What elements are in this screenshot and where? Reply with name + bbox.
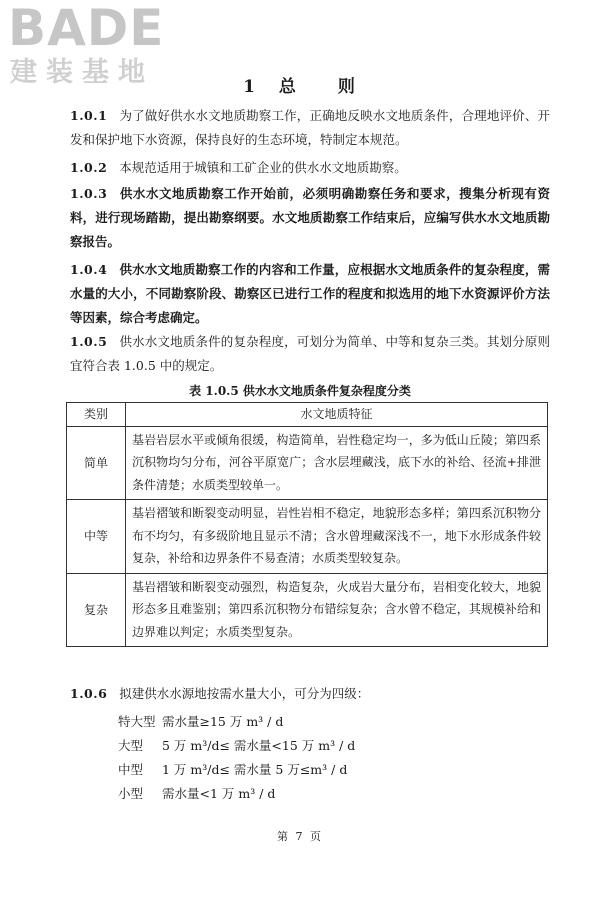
list-item xyxy=(118,734,355,758)
list-item xyxy=(118,710,355,734)
chapter-word-1: 总 xyxy=(278,77,298,97)
table-cell-category: 复杂 xyxy=(67,573,126,647)
table-cell-description: 基岩岩层水平或倾角很缓，构造简单，岩性稳定均一，多为低山丘陵；第四系沉积物均匀分布，河谷平原宽广；含水层埋藏浅，底下水的补给、径流+排泄条件清楚；水质类型较单一。 xyxy=(126,426,548,500)
clause-text: 供水水文地质勘察工作开始前，必须明确勘察任务和要求，搜集分析现有资料，进行现场踏勘，提出勘察纲要。水文地质勘察工作结束后，应编写供水水文地质勘察报告。 xyxy=(70,186,550,249)
clause-1-0-1 xyxy=(70,104,550,152)
clause-1-0-2 xyxy=(70,156,550,180)
clause-1-0-3 xyxy=(70,182,550,254)
table-row xyxy=(67,426,548,500)
clause-1-0-5 xyxy=(70,330,550,378)
clause-1-0-4 xyxy=(70,258,550,330)
table-row xyxy=(67,500,548,574)
table-cell-description: 基岩褶皱和断裂变动明显，岩性岩相不稳定，地貌形态多样；第四系沉积物分布不均匀，有多级阶地且显示不清；含水曾埋藏深浅不一，地下水形成条件较复杂，补给和边界条件不易查清；水质类型较复杂。 xyxy=(126,500,548,574)
clause-number: 1.0.4 xyxy=(70,262,108,277)
clause-number: 1.0.3 xyxy=(70,186,108,201)
clause-text: 本规范适用于城镇和工矿企业的供水水文地质勘察。 xyxy=(119,160,407,175)
clause-text: 拟建供水水源地按需水量大小，可分为四级： xyxy=(119,686,370,701)
clause-text: 供水水文地质勘察工作的内容和工作量，应根据水文地质条件的复杂程度，需水量的大小，不同勘察阶段、勘察区已进行工作的程度和拟选用的地下水资源评价方法等因素，综合考虑确定。 xyxy=(70,262,550,325)
clause-1-0-6 xyxy=(70,682,550,706)
chapter-number: 1 xyxy=(243,77,257,97)
page-number: 第 7 页 xyxy=(277,830,323,843)
clause-text: 为了做好供水水文地质勘察工作，正确地反映水文地质条件，合理地评价、开发和保护地下水资源，保持良好的生态环境，特制定本规范。 xyxy=(70,108,550,147)
table-header-row xyxy=(67,403,548,427)
table-cell-category: 中等 xyxy=(67,500,126,574)
logo-subtitle: 建装基地 xyxy=(10,57,154,88)
clause-number: 1.0.6 xyxy=(70,686,108,701)
clause-number: 1.0.2 xyxy=(70,160,108,175)
table-header-category: 类别 xyxy=(67,403,126,427)
table-header-features: 水文地质特征 xyxy=(126,403,548,427)
classification-table xyxy=(66,402,548,647)
table-row xyxy=(67,573,548,647)
table-cell-description: 基岩褶皱和断裂变动强烈，构造复杂，火成岩大量分布，岩相变化较大，地貌形态多且难鉴别；第四系沉积物分布错综复杂；含水曾不稳定，其规模补给和边界难以判定；水质类型复杂。 xyxy=(126,573,548,647)
clause-text: 供水水文地质条件的复杂程度，可划分为简单、中等和复杂三类。其划分原则宜符合表 1.0.5 中的规定。 xyxy=(70,334,550,373)
list-item xyxy=(118,782,355,806)
scale-level-list xyxy=(118,710,355,806)
scale-range: 需水量≥15 万 m³ / d xyxy=(162,714,284,729)
chapter-word-2: 则 xyxy=(337,77,357,97)
scale-range: 需水量<1 万 m³ / d xyxy=(162,786,276,801)
list-item xyxy=(118,758,355,782)
scale-range: 1 万 m³/d≤ 需水量 5 万≤m³ / d xyxy=(162,762,348,777)
chapter-title xyxy=(0,72,600,97)
scale-label: 特大型 xyxy=(118,714,156,729)
clause-number: 1.0.5 xyxy=(70,334,108,349)
scale-range: 5 万 m³/d≤ 需水量<15 万 m³ / d xyxy=(162,738,356,753)
scale-label: 小型 xyxy=(118,786,144,801)
scale-label: 大型 xyxy=(118,738,144,753)
clause-number: 1.0.1 xyxy=(70,108,108,123)
scale-label: 中型 xyxy=(118,762,144,777)
table-caption: 表 1.0.5 供水水文地质条件复杂程度分类 xyxy=(189,384,411,398)
logo-wordmark: BADE xyxy=(8,0,165,57)
table-cell-category: 简单 xyxy=(67,426,126,500)
